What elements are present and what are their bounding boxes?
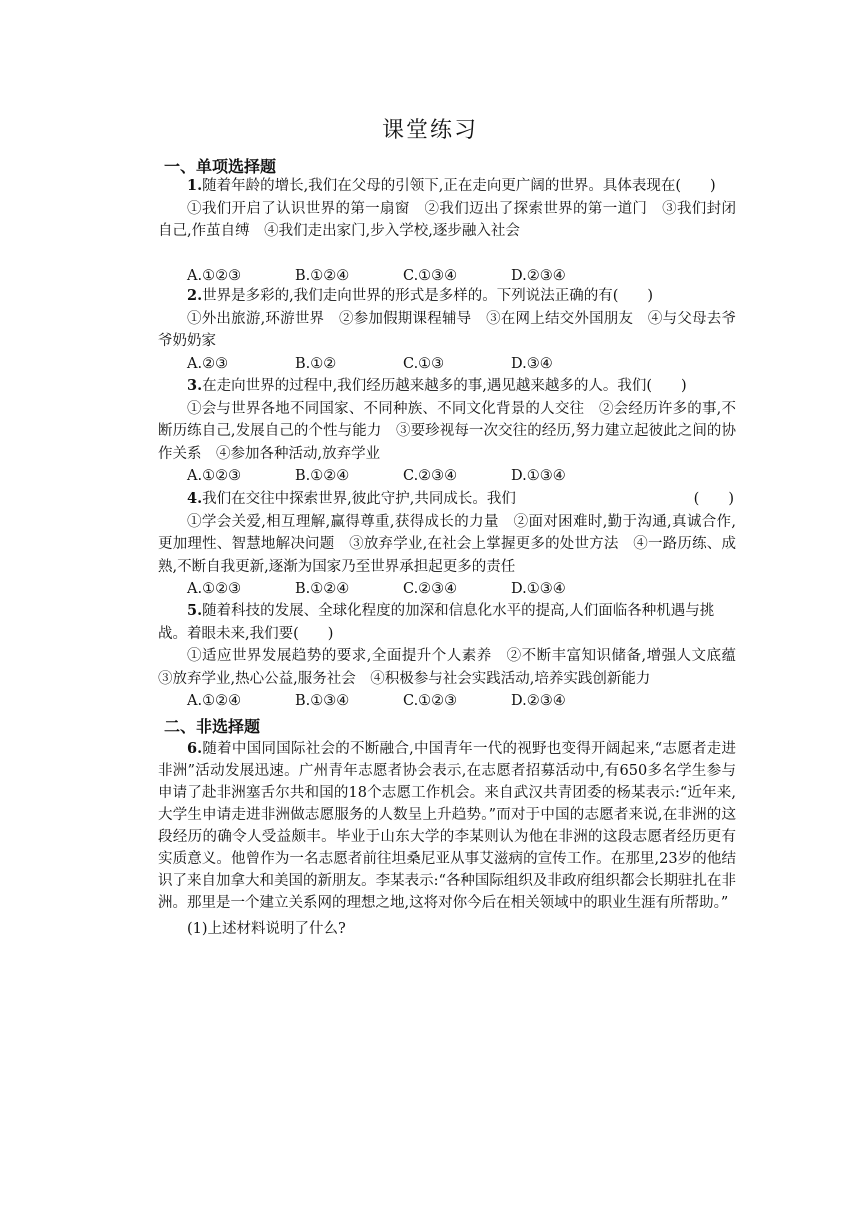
option-a[interactable]: A.①②③ xyxy=(187,581,242,597)
answer-options xyxy=(158,690,736,713)
question-number: 3. xyxy=(187,377,203,394)
option-b[interactable]: B.①②④ xyxy=(295,468,350,484)
option-a[interactable]: A.①②③ xyxy=(187,468,242,484)
question-stem: 我们在交往中探索世界,彼此守护,共同成长。我们 xyxy=(202,491,516,507)
question-2 xyxy=(158,285,736,375)
section-heading-non-choice: 二、非选择题 xyxy=(164,717,261,736)
question-1 xyxy=(158,175,736,287)
option-c[interactable]: C.①③④ xyxy=(403,267,458,284)
question-stem: 随着科技的发展、全球化程度的加深和信息化水平的提高,人们面临各种机遇与挑战。着眼未来,我们要( ) xyxy=(158,603,715,642)
option-c[interactable]: C.①②③ xyxy=(403,693,458,709)
answer-options xyxy=(158,353,736,376)
option-d[interactable]: D.②③④ xyxy=(511,693,566,709)
answer-options xyxy=(158,578,736,601)
question-number: 1. xyxy=(187,177,203,194)
question-number: 4. xyxy=(187,490,203,507)
sub-question-1: (1)上述材料说明了什么? xyxy=(187,921,346,937)
question-statements: ①适应世界发展趋势的要求,全面提升个人素养 ②不断丰富知识储备,增强人文底蕴 ③放弃学业,热心公益,服务社会 ④积极参与社会实践活动,培养实践创新能力 xyxy=(158,648,751,687)
question-stem: 在走向世界的过程中,我们经历越来越多的事,遇见越来越多的人。我们( ) xyxy=(202,378,687,394)
question-stem: 世界是多彩的,我们走向世界的形式是多样的。下列说法正确的有( ) xyxy=(202,288,654,304)
option-c[interactable]: C.②③④ xyxy=(403,581,458,597)
option-c[interactable]: C.①③ xyxy=(403,355,445,372)
option-b[interactable]: B.①② xyxy=(295,355,337,372)
option-d[interactable]: D.②③④ xyxy=(511,267,566,284)
option-b[interactable]: B.①②④ xyxy=(295,581,350,597)
option-c[interactable]: C.②③④ xyxy=(403,468,458,484)
answer-bracket: ( ) xyxy=(693,491,734,507)
option-d[interactable]: D.①③④ xyxy=(511,468,566,484)
option-a[interactable]: A.②③ xyxy=(187,355,229,372)
question-number: 6. xyxy=(187,740,203,757)
question-number: 5. xyxy=(187,602,203,619)
page-title: 课堂练习 xyxy=(381,118,478,143)
option-d[interactable]: D.①③④ xyxy=(511,581,566,597)
option-a[interactable]: A.①②③ xyxy=(187,267,242,284)
question-statements: ①会与世界各地不同国家、不同种族、不同文化背景的人交往 ②会经历许多的事,不断历练自己,发展自己的个性与能力 ③要珍视每一次交往的经历,努力建立起彼此之间的协作关系 ④参加各种活动,放弃学业 xyxy=(158,400,736,462)
question-4 xyxy=(158,488,736,601)
question-3 xyxy=(158,375,736,488)
answer-options xyxy=(158,465,736,488)
question-statements: ①外出旅游,环游世界 ②参加假期课程辅导 ③在网上结交外国朋友 ④与父母去爷爷奶奶家 xyxy=(158,310,736,349)
option-b[interactable]: B.①②④ xyxy=(295,267,350,284)
section-heading-single-choice: 一、单项选择题 xyxy=(164,157,277,176)
question-5 xyxy=(158,600,751,713)
question-statements: ①学会关爱,相互理解,赢得尊重,获得成长的力量 ②面对困难时,勤于沟通,真诚合作,更加理性、智慧地解决问题 ③放弃学业,在社会上掌握更多的处世方法 ④一路历练、成熟,不断自我更新,逐渐为国家乃至世界承担起更多的责任 xyxy=(158,513,736,575)
question-number: 2. xyxy=(187,287,203,304)
option-b[interactable]: B.①③④ xyxy=(295,693,350,709)
question-6 xyxy=(158,738,736,941)
option-d[interactable]: D.③④ xyxy=(511,355,553,372)
option-a[interactable]: A.①②④ xyxy=(187,693,242,709)
answer-options xyxy=(158,265,736,288)
question-stem: 随着年龄的增长,我们在父母的引领下,正在走向更广阔的世界。具体表现在( ) xyxy=(202,178,716,194)
material-text: 随着中国同国际社会的不断融合,中国青年一代的视野也变得开阔起来,“志愿者走进非洲”活动发展迅速。广州青年志愿者协会表示,在志愿者招募活动中,有650多名学生参与申请了赴非洲塞舌尔共和国的18个志愿工作机会。来自武汉共青团委的杨某表示:“近年来,大学生申请走进非洲做志愿服务的人数呈上升趋势。”而对于中国的志愿者来说,在非洲的这段经历的确令人受益颇丰。毕业于山东大学的李某则认为他在非洲的这段志愿者经历更有实质意义。他曾作为一名志愿者前往坦桑尼亚从事艾滋病的宣传工作。在那里,23岁的他结识了来自加拿大和美国的新朋友。李某表示:“各种国际组织及非政府组织都会长期驻扎在非洲。那里是一个建立关系网的理想之地,这将对你今后在相关领域中的职业生涯有所帮助。” xyxy=(158,741,736,911)
question-statements: ①我们开启了认识世界的第一扇窗 ②我们迈出了探索世界的第一道门 ③我们封闭自己,作茧自缚 ④我们走出家门,步入学校,逐步融入社会 xyxy=(158,200,736,239)
